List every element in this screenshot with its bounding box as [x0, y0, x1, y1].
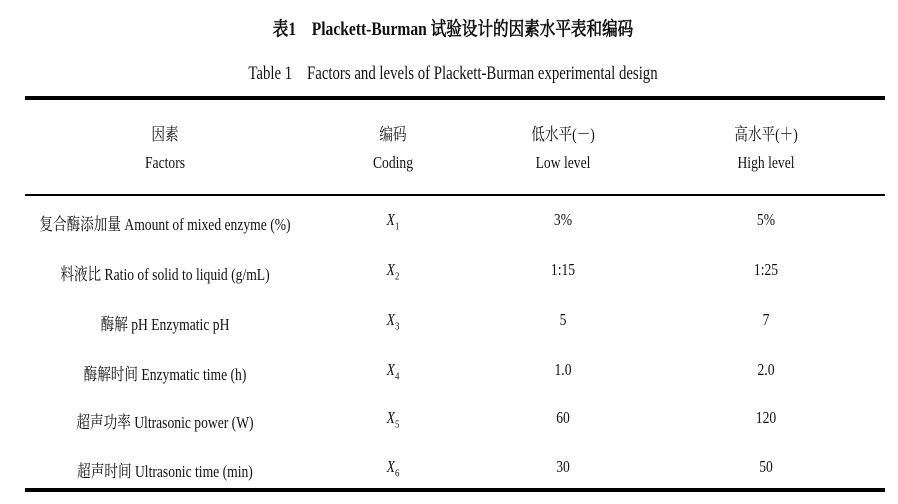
coding-symbol: X [386, 408, 395, 427]
coding-subscript: 3 [394, 320, 400, 333]
low-level-cell: 3% [553, 210, 573, 229]
header-coding-zh: 编码 [379, 125, 407, 144]
low-level-cell: 30 [556, 457, 570, 476]
header-low-level-en: Low level [535, 153, 591, 172]
table-caption-en: Table 1 Factors and levels of Plackett-Burman experimental design [248, 63, 658, 84]
coding-subscript: 2 [394, 270, 400, 283]
high-level-cell: 5% [756, 210, 776, 229]
low-level-cell: 60 [556, 408, 570, 427]
coding-cell [387, 310, 400, 332]
header-factors-zh: 因素 [151, 125, 179, 144]
coding-subscript: 4 [394, 370, 400, 383]
coding-symbol: X [386, 310, 395, 329]
low-level-cell: 5 [559, 310, 567, 329]
low-level-cell: 1:15 [550, 260, 576, 279]
low-level-cell: 1.0 [554, 360, 572, 379]
factor-cell: 超声功率 Ultrasonic power (W) [76, 413, 254, 432]
table-caption-zh: 表1 Plackett-Burman 试验设计的因素水平表和编码 [272, 19, 634, 40]
factor-cell: 酶解时间 Enzymatic time (h) [83, 365, 247, 384]
factor-cell: 复合酶添加量 Amount of mixed enzyme (%) [39, 215, 291, 234]
coding-cell [387, 260, 400, 282]
factor-cell: 酶解 pH Enzymatic pH [100, 315, 230, 334]
factor-cell: 料液比 Ratio of solid to liquid (g/mL) [60, 265, 270, 284]
header-high-level-zh: 高水平(＋) [734, 125, 798, 144]
coding-subscript: 5 [394, 418, 400, 431]
coding-symbol: X [386, 210, 395, 229]
header-high-level-en: High level [737, 153, 795, 172]
coding-subscript: 1 [394, 220, 400, 233]
high-level-cell: 120 [755, 408, 777, 427]
header-coding-en: Coding [372, 153, 414, 172]
bottom-rule [25, 488, 885, 492]
factor-cell: 超声时间 Ultrasonic time (min) [77, 462, 253, 481]
coding-cell [387, 360, 400, 382]
high-level-cell: 7 [762, 310, 770, 329]
coding-cell [387, 408, 400, 430]
header-factors-en: Factors [144, 153, 186, 172]
top-rule [25, 96, 885, 100]
coding-subscript: 6 [394, 467, 400, 480]
coding-symbol: X [386, 457, 395, 476]
header-rule [25, 194, 885, 196]
coding-cell [387, 210, 400, 232]
high-level-cell: 50 [759, 457, 773, 476]
high-level-cell: 1:25 [753, 260, 779, 279]
coding-symbol: X [386, 260, 395, 279]
coding-cell [387, 457, 400, 479]
high-level-cell: 2.0 [757, 360, 775, 379]
header-low-level-zh: 低水平(－) [531, 125, 595, 144]
coding-symbol: X [386, 360, 395, 379]
